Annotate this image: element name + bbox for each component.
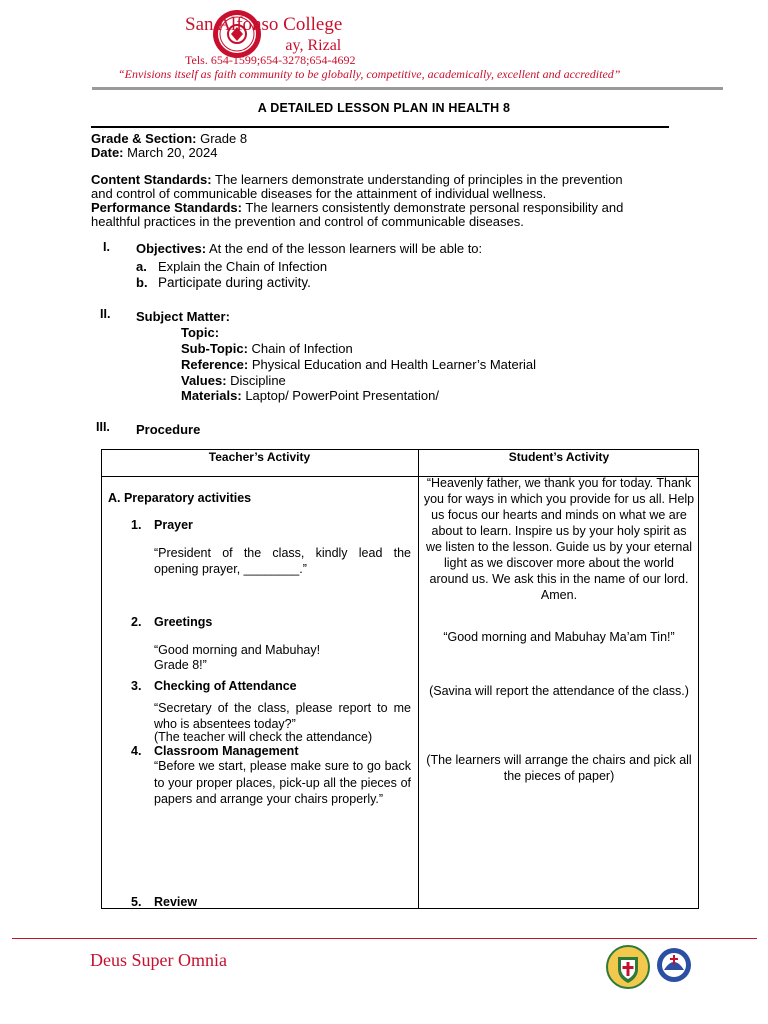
teacher-activity-header: Teacher’s Activity: [208, 450, 311, 464]
review-number: 5.: [131, 895, 142, 909]
reference-line: [181, 357, 536, 372]
greetings-number: 2.: [131, 615, 142, 629]
management-text: “Before we start, please make sure to go back to your proper places, pick-up all the pieces of papers and arrange your chairs properly.”: [154, 759, 411, 806]
objective-item-a: Explain the Chain of Infection: [158, 259, 328, 274]
greetings-text-line2: Grade 8!”: [154, 658, 207, 672]
values-value: Discipline: [226, 373, 286, 388]
objectives-numeral: I.: [103, 240, 110, 254]
subtopic-value: Chain of Infection: [247, 341, 353, 356]
subtopic-label: Sub-Topic:: [181, 341, 248, 356]
grade-label: Grade & Section:: [91, 131, 197, 146]
school-name: San Alfonso College: [185, 14, 343, 35]
date-value: March 20, 2024: [123, 145, 218, 160]
materials-value: Laptop/ PowerPoint Presentation/: [241, 388, 439, 403]
content-standards-text1: The learners demonstrate understanding of principles in the prevention: [211, 172, 623, 187]
objective-item-b: Participate during activity.: [158, 275, 311, 290]
performance-standards-text1: The learners consistently demonstrate personal responsibility and: [242, 200, 624, 215]
section-a-label: A. Preparatory activities: [108, 491, 252, 505]
student-attendance-text: (Savina will report the attendance of the class.): [429, 684, 689, 698]
school-address: ay, Rizal: [285, 37, 342, 54]
objectives-intro: At the end of the lesson learners will be able to:: [206, 241, 483, 256]
performance-standards-label: Performance Standards:: [91, 200, 242, 215]
performance-standards-line2: healthful practices in the prevention and control of communicable diseases.: [91, 214, 524, 229]
greetings-label: Greetings: [154, 615, 213, 629]
objectives-heading: [136, 241, 482, 256]
content-standards-line2: and control of communicable diseases for the attainment of individual wellness.: [91, 186, 547, 201]
prayer-label: Prayer: [154, 518, 193, 532]
prayer-number: 1.: [131, 518, 142, 532]
performance-standards-line1: [91, 200, 623, 215]
diocese-shield-logo: [606, 945, 650, 989]
attendance-number: 3.: [131, 679, 142, 693]
reference-label: Reference:: [181, 357, 249, 372]
catholic-education-logo: [653, 946, 695, 988]
review-label: Review: [154, 895, 198, 909]
grade-section-line: [91, 131, 247, 146]
content-standards-line1: [91, 172, 623, 187]
document-title: A DETAILED LESSON PLAN IN HEALTH 8: [257, 101, 511, 115]
student-prayer-text: “Heavenly father, we thank you for today. Thank you for ways in which you provide for us all. Help us focus our hearts and minds on what we are about to learn. Inspire us by your holy spirit as we listen to the lesson. Guide us by your eternal light as we discover more about the world around us. We ask this in the name of our lord. Amen.: [423, 476, 695, 602]
values-line: [181, 373, 286, 388]
objective-marker-a: a.: [136, 259, 147, 274]
student-greeting-text: “Good morning and Mabuhay Ma’am Tin!”: [443, 630, 675, 644]
table-column-divider: [418, 449, 419, 909]
grade-value: Grade 8: [196, 131, 248, 146]
attendance-label: Checking of Attendance: [154, 679, 297, 693]
procedure-numeral: III.: [96, 420, 110, 434]
subject-matter-label: Subject Matter:: [136, 309, 230, 324]
prayer-text: “President of the class, kindly lead the opening prayer, ________.”: [154, 546, 411, 576]
date-label: Date:: [91, 145, 124, 160]
management-label: Classroom Management: [154, 744, 299, 758]
subtopic-line: [181, 341, 353, 356]
title-divider: [91, 126, 669, 128]
objectives-label: Objectives:: [136, 241, 207, 256]
procedure-label: Procedure: [136, 422, 201, 437]
reference-value: Physical Education and Health Learner’s Material: [248, 357, 537, 372]
objective-marker-b: b.: [136, 275, 148, 290]
school-motto: “Envisions itself as faith community to be globally, competitive, academically, excellent and accredited”: [118, 67, 621, 81]
subject-matter-numeral: II.: [100, 307, 111, 321]
greetings-text-line1: “Good morning and Mabuhay!: [154, 643, 321, 657]
header-divider: [92, 87, 723, 90]
footer-divider: [12, 938, 757, 939]
materials-label: Materials:: [181, 388, 242, 403]
student-activity-header: Student’s Activity: [508, 450, 610, 464]
topic-label: Topic:: [181, 325, 220, 340]
management-number: 4.: [131, 744, 142, 758]
footer-motto: Deus Super Omnia: [90, 950, 227, 970]
materials-line: [181, 388, 439, 403]
school-telephones: Tels. 654-1599;654-3278;654-4692: [185, 53, 356, 67]
date-line: [91, 145, 217, 160]
attendance-note: (The teacher will check the attendance): [154, 730, 373, 744]
attendance-text: “Secretary of the class, please report to me who is absentees today?”: [154, 701, 411, 731]
values-label: Values:: [181, 373, 227, 388]
content-standards-label: Content Standards:: [91, 172, 212, 187]
student-management-text: (The learners will arrange the chairs and pick all the pieces of paper): [426, 753, 692, 783]
